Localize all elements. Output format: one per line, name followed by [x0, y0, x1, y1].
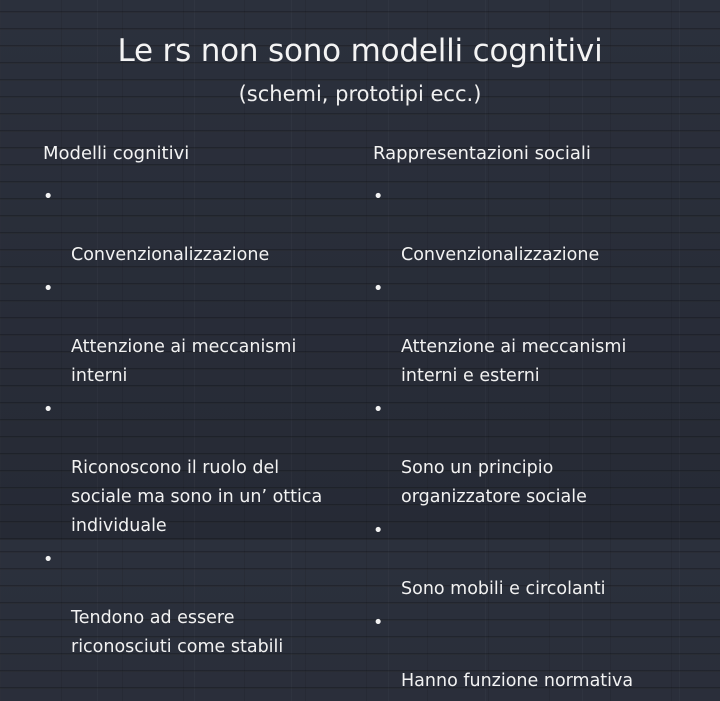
- bullet-icon: •: [373, 187, 384, 207]
- list-item: [373, 183, 673, 270]
- list-item-text: Convenzionalizzazione: [71, 245, 270, 265]
- bullet-icon: •: [373, 613, 384, 633]
- list-item-text: Attenzione ai meccanismi interni: [71, 337, 297, 386]
- list-item-text: Hanno funzione normativa: [401, 671, 634, 691]
- list-item-text: Sono mobili e circolanti: [401, 579, 606, 599]
- left-column-heading: Modelli cognitivi: [43, 143, 190, 164]
- list-item: [43, 275, 353, 391]
- list-item-text: Riconoscono il ruolo del sociale ma sono in un’ ottica individuale: [71, 458, 323, 536]
- bullet-icon: •: [43, 400, 54, 420]
- list-item: [373, 609, 673, 696]
- slide-title: Le rs non sono modelli cognitivi: [117, 33, 603, 69]
- bullet-icon: •: [43, 279, 54, 299]
- list-item-text: Tendono ad essere riconosciuti come stabili: [71, 608, 284, 657]
- list-item: [373, 396, 673, 512]
- bullet-icon: •: [373, 279, 384, 299]
- right-column: [373, 141, 673, 701]
- left-column: [43, 141, 353, 667]
- list-item: [43, 396, 353, 541]
- right-column-heading: Rappresentazioni sociali: [373, 143, 591, 164]
- list-item: [373, 275, 673, 391]
- list-item: [373, 517, 673, 604]
- bullet-icon: •: [373, 521, 384, 541]
- list-item: [43, 183, 353, 270]
- list-item-text: Sono un principio organizzatore sociale: [401, 458, 587, 507]
- bullet-icon: •: [43, 550, 54, 570]
- list-item-text: Attenzione ai meccanismi interni e esterni: [401, 337, 627, 386]
- slide-subtitle: (schemi, prototipi ecc.): [238, 82, 482, 106]
- right-bullet-list: [373, 183, 673, 696]
- left-bullet-list: [43, 183, 353, 662]
- bullet-icon: •: [373, 400, 384, 420]
- list-item: [43, 546, 353, 662]
- list-item-text: Convenzionalizzazione: [401, 245, 600, 265]
- bullet-icon: •: [43, 187, 54, 207]
